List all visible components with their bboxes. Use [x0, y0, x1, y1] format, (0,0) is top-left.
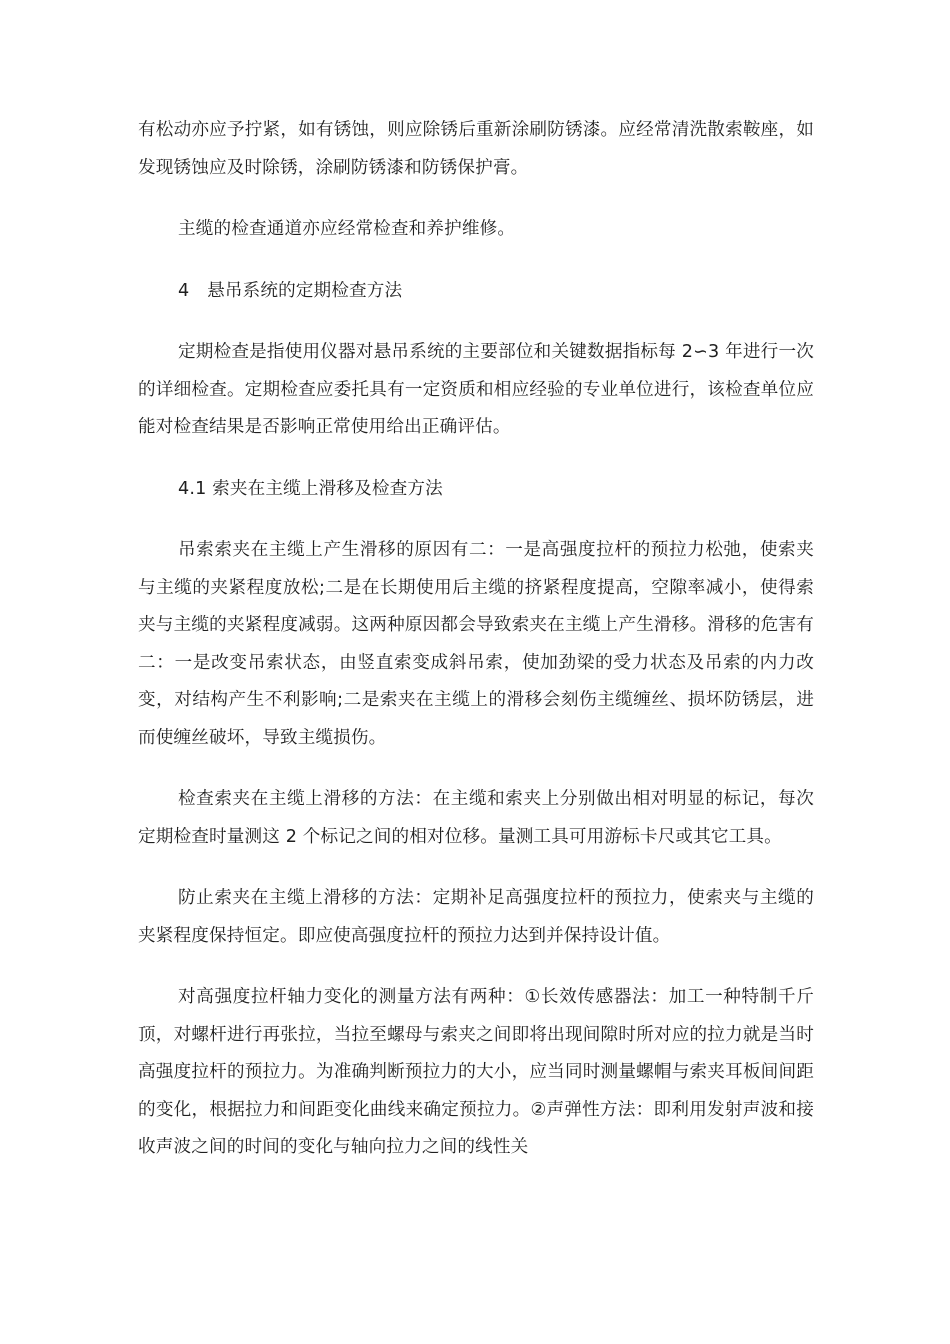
paragraph: 检查索夹在主缆上滑移的方法：在主缆和索夹上分别做出相对明显的标记，每次定期检查时量测这 2 个标记之间的相对位移。量测工具可用游标卡尺或其它工具。 [138, 789, 814, 847]
paragraph: 防止索夹在主缆上滑移的方法：定期补足高强度拉杆的预拉力，使索夹与主缆的夹紧程度保持恒定。即应使高强度拉杆的预拉力达到并保持设计值。 [138, 888, 814, 946]
section-heading: 4 悬吊系统的定期检查方法 [178, 280, 403, 301]
paragraph: 对高强度拉杆轴力变化的测量方法有两种：①长效传感器法：加工一种特制千斤顶，对螺杆进行再张拉，当拉至螺母与索夹之间即将出现间隙时所对应的拉力就是当时高强度拉杆的预拉力。为准确判断预拉力的大小，应当同时测量螺帽与索夹耳板间间距的变化，根据拉力和间距变化曲线来确定预拉力。②声弹性方法：即利用发射声波和接收声波之间的时间的变化与轴向拉力之间的线性关 [138, 987, 814, 1157]
paragraph: 定期检查是指使用仪器对悬吊系统的主要部位和关键数据指标每 2∽3 年进行一次的详细检查。定期检查应委托具有一定资质和相应经验的专业单位进行，该检查单位应能对检查结果是否影响正常使用给出正确评估。 [138, 342, 814, 437]
paragraph: 主缆的检查通道亦应经常检查和养护维修。 [178, 219, 516, 239]
paragraph: 吊索索夹在主缆上产生滑移的原因有二：一是高强度拉杆的预拉力松弛，使索夹与主缆的夹紧程度放松;二是在长期使用后主缆的挤紧程度提高，空隙率减小，使得索夹与主缆的夹紧程度减弱。这两种原因都会导致索夹在主缆上产生滑移。滑移的危害有二：一是改变吊索状态，由竖直索变成斜吊索，使加劲梁的受力状态及吊索的内力改变，对结构产生不利影响;二是索夹在主缆上的滑移会刻伤主缆缠丝、损坏防锈层，进而使缠丝破坏，导致主缆损伤。 [138, 540, 814, 748]
document-body [138, 112, 814, 1191]
subsection-heading: 4.1 索夹在主缆上滑移及检查方法 [178, 478, 443, 499]
paragraph: 有松动亦应予拧紧，如有锈蚀，则应除锈后重新涂刷防锈漆。应经常清洗散索鞍座，如发现锈蚀应及时除锈，涂刷防锈漆和防锈保护膏。 [138, 120, 814, 178]
